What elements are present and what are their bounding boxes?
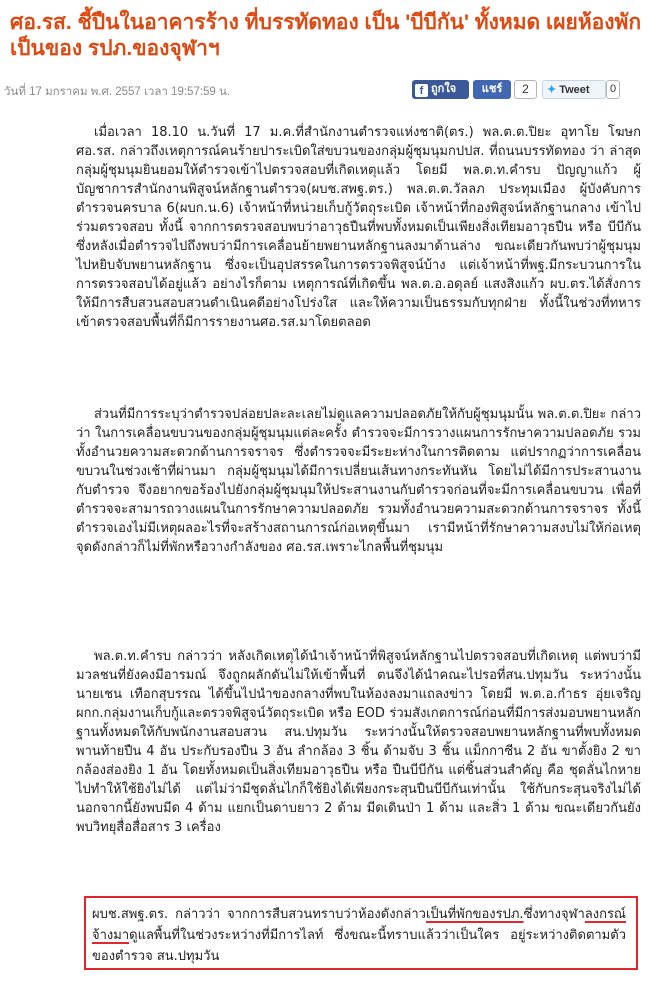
article-meta-bar: [4, 80, 656, 100]
facebook-icon: f: [415, 84, 428, 97]
share-count: 2: [514, 80, 537, 99]
headline: ศอ.รส. ชี้ปืนในอาคารร้าง ที่บรรทัดทอง เป็น 'บีบีกัน' ทั้งหมด เผยห้องพักเป็นของ รปภ.ของจุฬาฯ: [10, 11, 642, 60]
facebook-like-button[interactable]: [412, 80, 469, 99]
paragraph-2: ส่วนที่มีการระบุว่าตำรวจปล่อยปละละเลยไม่ดูแลความปลอดภัยให้กับผู้ชุมนุมนั้น พล.ต.ต.ปิยะ กล่าวว่า ในการเคลื่อนขบวนของกลุ่มผู้ชุมนุมแต่ละครั้ง ตำรวจจะมีการวางแผนการรักษาความปลอดภัย รวมทั้งอำนวยความสะดวกด้านการจราจร ซึ่งตำรวจจะมีระยะห่างในการติดตาม แต่ปรากฏว่าการเคลื่อนขบวนในช่วงเช้าที่ผ่านมา กลุ่มผู้ชุมนุมได้มีการเปลี่ยนเส้นทางกระทันหัน โดยไม่ได้มีการประสานงานกับตำรวจ จึงอยากขอร้องไปยังกลุ่มผู้ชุมนุมให้ประสานงานกับตำรวจก่อนที่จะมีการเคลื่อนขบวน เพื่อที่ตำรวจจะสามารถวางแผนในการรักษาความปลอดภัย รวมทั้งอำนวยความสะดวกด้านการจราจร ทั้งนี้ตำรวจเองไม่มีเหตุผลอะไรที่จะสร้างสถานการณ์ก่อเหตุขึ้นมา เรามีหน้าที่รักษาความสงบไม่ให้ก่อเหตุ จุดดังกล่าวก็ไม่ที่พักหรือวางกำลังของ ศอ.รส.เพราะไกลพื้นที่ชุมนุม: [76, 407, 641, 555]
paragraph-4-text-a: ผบช.สพฐ.ตร. กล่าวว่า จากการสืบสวนทราบว่าห้องดังกล่าว: [92, 907, 426, 922]
like-label: ถูกใจ: [431, 83, 457, 95]
paragraph-4-text-b: ซึ่งทางจุฬา: [523, 907, 585, 922]
twitter-bird-icon: ✦: [547, 84, 557, 96]
tweet-label: Tweet: [559, 84, 590, 96]
paragraph-4: [92, 904, 626, 967]
publish-date: วันที่ 17 มกราคม พ.ศ. 2557 เวลา 19:57:59 น.: [4, 86, 231, 98]
tweet-button[interactable]: [542, 80, 606, 99]
share-button[interactable]: แชร์: [473, 80, 511, 99]
paragraph-4-text-c: ดูแลพื้นที่ในช่วงระหว่างที่มีการไลท์ ซึ่งขณะนี้ทราบแล้วว่าเป็นใคร อยู่ระหว่างติดตามตัวของตำรวจ สน.ปทุมวัน: [92, 928, 626, 964]
tweet-count: 0: [606, 80, 620, 99]
paragraph-1: เมื่อเวลา 18.10 น.วันที่ 17 ม.ค.ที่สำนักงานตำรวจแห่งชาติ(ตร.) พล.ต.ต.ปิยะ อุทาโย โฆษกศอ.รส. กล่าวถึงเหตุการณ์คนร้ายปาระเบิดใส่ขบวนของกลุ่มผู้ชุมนุมกปปส. ที่ถนนบรรทัดทอง ว่า ล่าสุดกลุ่มผู้ชุมนุมยินยอมให้ตำรวจเข้าไปตรวจสอบที่เกิดเหตุแล้ว โดยมี พล.ต.ท.คำรบ ปัญญาแก้ว ผู้บัญชาการสำนักงานพิสูจน์หลักฐานตำรวจ(ผบช.สพฐ.ตร.) พล.ต.ต.วัลลภ ประทุมเมือง ผู้บังคับการตำรวจนครบาล 6(ผบก.น.6) เจ้าหน้าที่หน่วยเก็บกู้วัตถุระเบิด เจ้าหน้าที่กองพิสูจน์หลักฐานกลาง เข้าไปร่วมตรวจสอบ ทั้งนี้ จากการตรวจสอบพบว่าอาวุธปืนที่พบทั้งหมดเป็นเพียงสิ่งเทียมอาวุธปืน หรือ บีบีกัน ซึ่งหลังเมื่อตำรวจไปถึงพบว่ามีการเคลื่อนย้ายพยานหลักฐานลงมาด้านล่าง ขณะเดียวกันพบว่าผู้ชุมนุมไปหยิบจับพยานหลักฐาน ซึ่งจะเป็นอุปสรรคในการตรวจพิสูจน์บ้าง แต่เจ้าหน้าที่พฐ.มีกระบวนการในการตรวจสอบได้อยู่แล้ว อย่างไรก็ตาม เหตุการณ์ที่เกิดขึ้น พล.ต.อ.อดุลย์ แสงสิงแก้ว ผบ.ตร.ได้สั่งการให้มีการสืบสวนสอบสวนดำเนินคดีอย่างโปร่งใส และให้ความเป็นธรรมกับทุกฝ่าย ทั้งนี้ในช่วงที่ทหารเข้าตรวจสอบพื้นที่ก็มีการรายงานศอ.รส.มาโดยตลอด: [76, 125, 641, 330]
highlighted-paragraph-box: [84, 896, 638, 970]
paragraph-3: พล.ต.ท.คำรบ กล่าวว่า หลังเกิดเหตุได้นำเจ้าหน้าที่พิสูจน์หลักฐานไปตรวจสอบที่เกิดเหตุ แต่พบว่ามีมวลชนที่ยังคงมีอารมณ์ จึงถูกผลักดันไม่ให้เข้าพื้นที่ ตนจึงได้นำคณะไปรอที่สน.ปทุมวัน ระหว่างนั้น นายเชน เทือกสุบรรณ ได้ขึ้นไปนำของกลางที่พบในห้องลงมาแถลงข่าว โดยมี พ.ต.อ.กำธร อุ่ยเจริญ ผกก.กลุ่มงานเก็บกู้และตรวจพิสูจน์วัตถุระเบิด หรือ EOD ร่วมสังเกตการณ์ก่อนที่มีการส่งมอบพยานหลักฐานทั้งหมดให้กับพนักงานสอบสวน สน.ปทุมวัน ระหว่างนั้นให้ตรวจสอบพยานหลักฐานที่พบทั้งหมด พานท้ายปืน 4 อัน ประกับรองปืน 3 อัน ลำกล้อง 3 ชิ้น ด้ามจับ 3 ชิ้น แม็กกาซีน 2 อัน ขาตั้งยิง 2 ขา กล้องส่องยิง 1 อัน โดยทั้งหมดเป็นสิ่งเทียมอาวุธปืน หรือ ปืนบีบีกัน แต่ชิ้นส่วนสำคัญ คือ ชุดลั่นไกหายไปทำให้ใช้ยิงไม่ได้ แต่ไม่ว่ามีชุดลั่นไกก็ใช้ยิงได้เพียงกระสุนปืนบีบีกันเท่านั้น ใช้กับกระสุนจริงไม่ได้ นอกจากนี้ยังพบมีด 4 ด้าม แยกเป็นดาบยาว 2 ด้าม มีดเดินป่า 1 ด้าม และสิ่ว 1 ด้าม ขณะเดียวกันยังพบวิทยุสื่อสื่อสาร 3 เครื่อง: [76, 649, 641, 835]
underlined-phrase-guard-quarters: เป็นที่พักของรปภ.: [425, 907, 524, 922]
underlined-phrase-hired: ลงกรณ์จ้างมา: [92, 907, 626, 943]
